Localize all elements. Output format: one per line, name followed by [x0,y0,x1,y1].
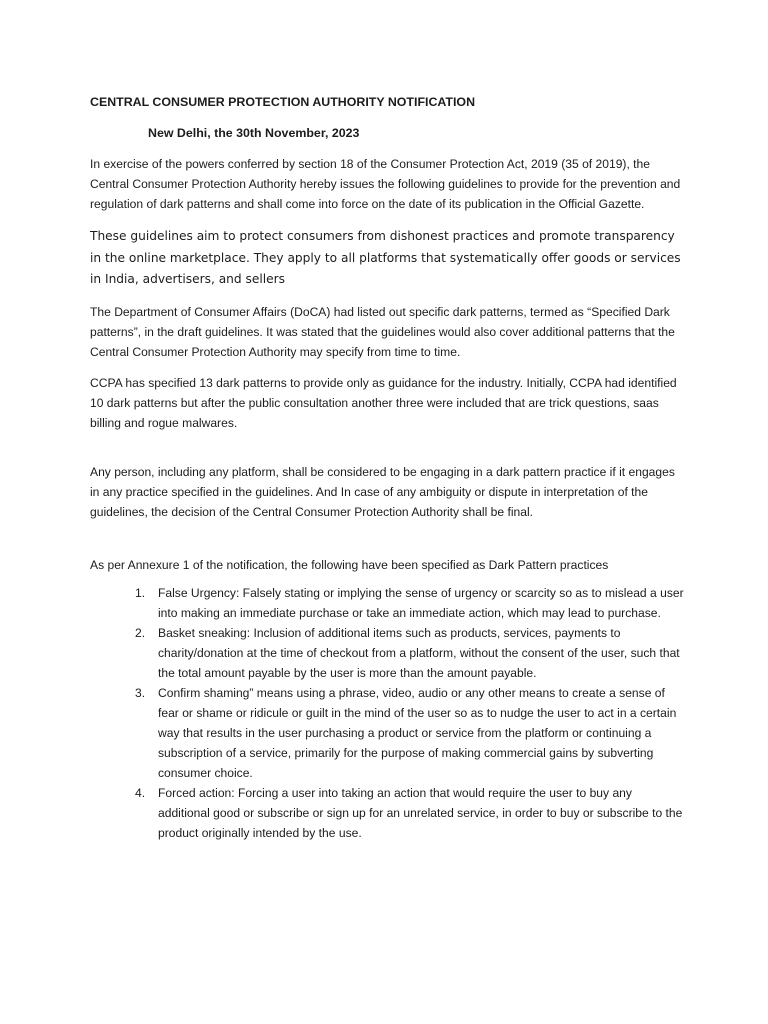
list-item-number: 3. [135,685,146,700]
dateline: New Delhi, the 30th November, 2023 [148,126,360,140]
paragraph-annexure: As per Annexure 1 of the notification, the following have been specified as Dark Pattern practices [90,557,609,572]
list-item-text: False Urgency: Falsely stating or implying the sense of urgency or scarcity so as to mislead a user into making an immediate purchase or take an immediate action, which may lead to purchase. [158,585,684,620]
list-item [90,683,684,783]
paragraph-doca: The Department of Consumer Affairs (DoCA) had listed out specific dark patterns, termed as “Specified Dark patterns”, in the draft guidelines. It was stated that the guidelines would also cover additional patterns that the Central Consumer Protection Authority may specify from time to time. [90,304,675,359]
list-item-text: Basket sneaking: Inclusion of additional items such as products, services, payments to charity/donation at the time of checkout from a platform, without the consent of the user, such that the total amount payable by the user is more than the amount payable. [158,625,680,680]
list-item-text: Confirm shaming” means using a phrase, video, audio or any other means to create a sense of fear or shame or ridicule or guilt in the mind of the user so as to nudge the user to act in a certain way that results in the user purchasing a product or service from the platform or continuing a subscription of a service, primarily for the purpose of making commercial gains by subverting consumer choice. [158,685,677,780]
list-item [90,783,684,843]
document-page [90,92,684,843]
list-item [90,583,684,623]
list-item [90,623,684,683]
list-item-text: Forced action: Forcing a user into taking an action that would require the user to buy any additional good or subscribe or sign up for an unrelated service, in order to buy or subscribe to the product originally intended by the use. [158,785,683,840]
notification-heading: CENTRAL CONSUMER PROTECTION AUTHORITY NOTIFICATION [90,95,476,109]
paragraph-aim: These guidelines aim to protect consumers from dishonest practices and promote transparency in the online marketplace. They apply to all platforms that systematically offer goods or services in India, advertisers, and sellers [90,229,681,286]
list-item-number: 1. [135,585,146,600]
paragraph-ccpa: CCPA has specified 13 dark patterns to provide only as guidance for the industry. Initially, CCPA had identified 10 dark patterns but after the public consultation another three were included that are trick questions, saas billing and rogue malwares. [90,375,677,430]
paragraph-powers: In exercise of the powers conferred by section 18 of the Consumer Protection Act, 2019 (35 of 2019), the Central Consumer Protection Authority hereby issues the following guidelines to provide for the prevention and regulation of dark patterns and shall come into force on the date of its publication in the Official Gazette. [90,157,681,211]
list-item-number: 2. [135,625,146,640]
paragraph-any-person: Any person, including any platform, shall be considered to be engaging in a dark pattern practice if it engages in any practice specified in the guidelines. And In case of any ambiguity or dispute in interpretation of the guidelines, the decision of the Central Consumer Protection Authority shall be final. [90,464,675,519]
dark-pattern-list [90,583,684,843]
list-item-number: 4. [135,785,146,800]
